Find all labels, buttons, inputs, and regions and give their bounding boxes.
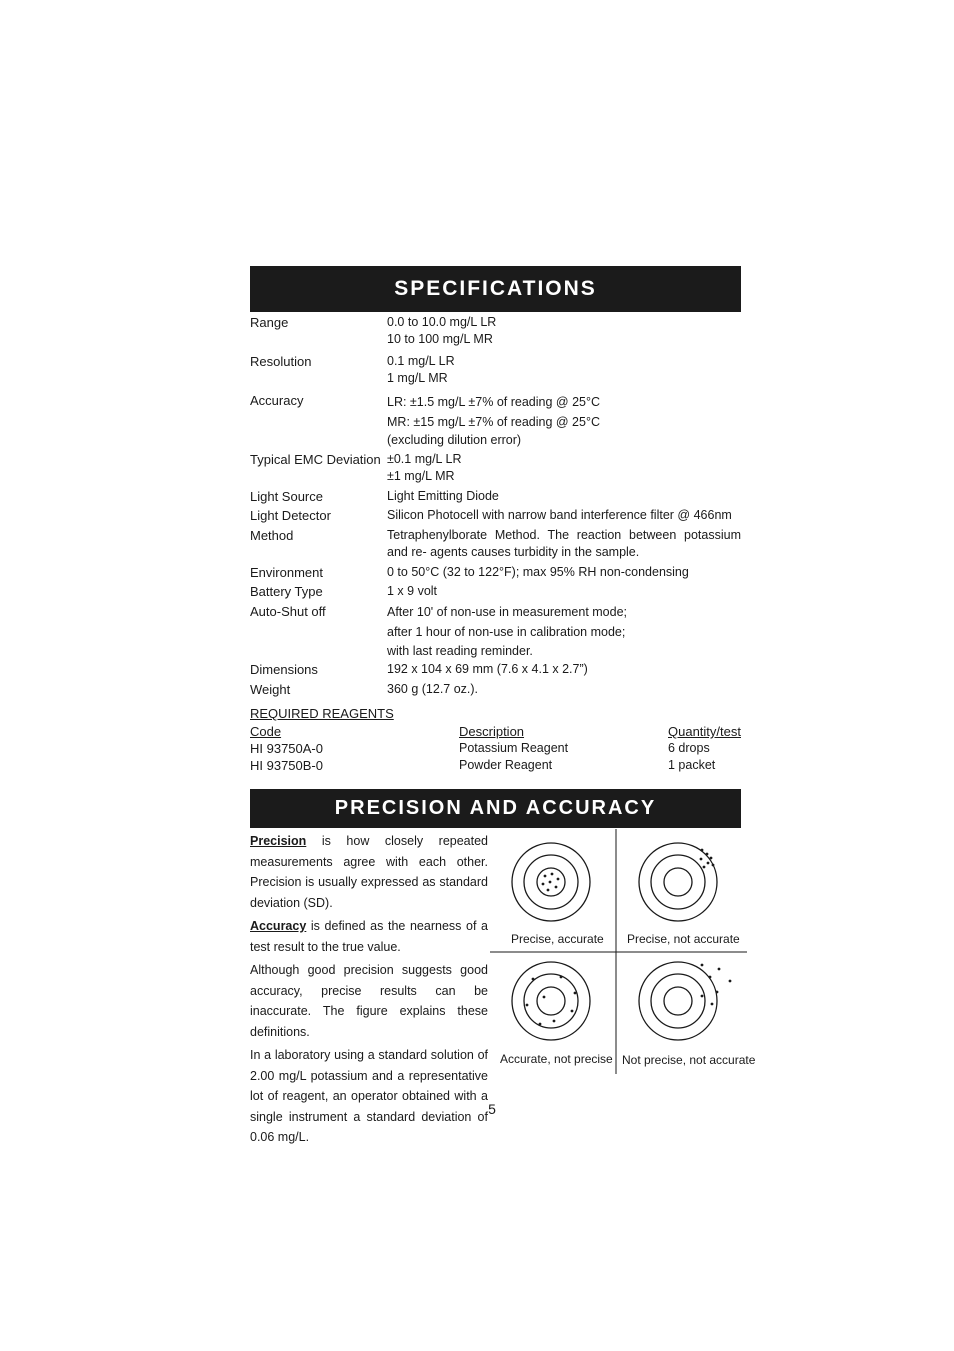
term-precision: Precision (250, 834, 307, 848)
spec-value-line: 0.0 to 10.0 mg/L LR (387, 315, 497, 329)
spec-value (387, 603, 741, 662)
reagent-quantity: 6 drops (668, 741, 710, 755)
reagent-description: Powder Reagent (459, 758, 553, 772)
spec-value (387, 353, 741, 387)
spec-label: Range (250, 315, 289, 330)
spec-label: Auto-Shut off (250, 604, 326, 619)
caption-not-precise-not-accurate: Not precise, not accurate (622, 1053, 756, 1067)
spec-value (387, 583, 741, 600)
target-accurate-not-precise (512, 962, 590, 1040)
spec-value (387, 507, 741, 524)
specifications-heading: SPECIFICATIONS (250, 266, 741, 312)
spec-value-line: Silicon Photocell with narrow band interference filter @ 466nm (387, 508, 732, 522)
spec-value-line: ±0.1 mg/L LR (387, 452, 462, 466)
page-number: 5 (488, 1101, 496, 1117)
spec-value (387, 564, 741, 581)
spec-label: Light Source (250, 489, 323, 504)
spec-value-line: 0.1 mg/L LR (387, 354, 455, 368)
spec-label: Resolution (250, 354, 312, 369)
spec-value-line: 0 to 50°C (32 to 122°F); max 95% RH non-condensing (387, 565, 689, 579)
reagent-description: Potassium Reagent (459, 741, 569, 755)
spec-value-line: LR: ±1.5 mg/L ±7% of reading @ 25°C (387, 395, 600, 409)
spec-value-line: 1 mg/L MR (387, 371, 448, 385)
reagent-quantity: 1 packet (668, 758, 716, 772)
spec-value (387, 661, 741, 678)
spec-label: Battery Type (250, 584, 323, 599)
caption-precise-accurate: Precise, accurate (511, 932, 604, 946)
spec-value-line: 10 to 100 mg/L MR (387, 332, 493, 346)
spec-value-line: 360 g (12.7 oz.). (387, 682, 479, 696)
paragraph-text: is defined as the nearness of a test result to the true value. (250, 919, 488, 954)
spec-value-line: Light Emitting Diode (387, 489, 499, 503)
paragraph-precision (250, 831, 488, 913)
spec-value (387, 681, 741, 698)
target-not-precise-not-accurate (639, 962, 717, 1040)
reagents-col-description: Description (459, 724, 525, 739)
spec-label: Method (250, 528, 294, 543)
spec-value-line: after 1 hour of non-use in calibration mode; (387, 624, 626, 639)
spec-value-line: After 10' of non-use in measurement mode; (387, 605, 628, 619)
spec-value (387, 314, 741, 348)
precision-accuracy-heading: PRECISION AND ACCURACY (250, 789, 741, 828)
reagents-col-quantity: Quantity/test (668, 724, 741, 739)
spec-value-line: Tetraphenylborate Method. The reaction between potassium and re- agents causes turbidity in the sample. (387, 528, 741, 559)
paragraph-text: Although good precision suggests good accuracy, precise results can be inaccurate. The figure explains these definitions. (250, 963, 488, 1039)
paragraph-text: is how closely repeated measurements agree with each other. Precision is usually expressed as standard deviation (SD). (250, 834, 488, 910)
precision-accuracy-text (250, 831, 488, 1151)
targets-diagram (489, 829, 749, 1079)
spec-label: Accuracy (250, 393, 304, 408)
spec-value-line: 192 x 104 x 69 mm (7.6 x 4.1 x 2.7”) (387, 662, 588, 676)
spec-label: Environment (250, 565, 323, 580)
spec-label: Dimensions (250, 662, 318, 677)
reagent-code: HI 93750B-0 (250, 758, 323, 773)
paragraph-accuracy (250, 916, 488, 957)
caption-precise-not-accurate: Precise, not accurate (627, 932, 740, 946)
reagents-col-code: Code (250, 724, 282, 739)
spec-value-line: with last reading reminder. (387, 644, 533, 658)
spec-label: Weight (250, 682, 291, 697)
reagents-heading: REQUIRED REAGENTS (250, 706, 394, 721)
caption-accurate-not-precise: Accurate, not precise (500, 1052, 613, 1066)
term-accuracy: Accuracy (250, 919, 307, 933)
paragraph-text: In a laboratory using a standard solution of 2.00 mg/L potassium and a representative lot of reagent, an operator obtained with a single instrument a standard deviation of 0.06 mg/L. (250, 1048, 488, 1144)
spec-value (387, 527, 741, 561)
target-precise-not-accurate (639, 843, 717, 921)
reagent-code: HI 93750A-0 (250, 741, 323, 756)
spec-value (387, 451, 741, 485)
spec-value (387, 488, 741, 505)
spec-value-line: ±1 mg/L MR (387, 469, 455, 483)
spec-label: Typical EMC Deviation (250, 452, 381, 467)
spec-value-line: (excluding dilution error) (387, 433, 522, 447)
spec-value-line: 1 x 9 volt (387, 584, 438, 598)
spec-value (387, 392, 741, 449)
precision-accuracy-figure (489, 829, 756, 1079)
spec-label: Light Detector (250, 508, 331, 523)
spec-value-line: MR: ±15 mg/L ±7% of reading @ 25°C (387, 415, 600, 429)
